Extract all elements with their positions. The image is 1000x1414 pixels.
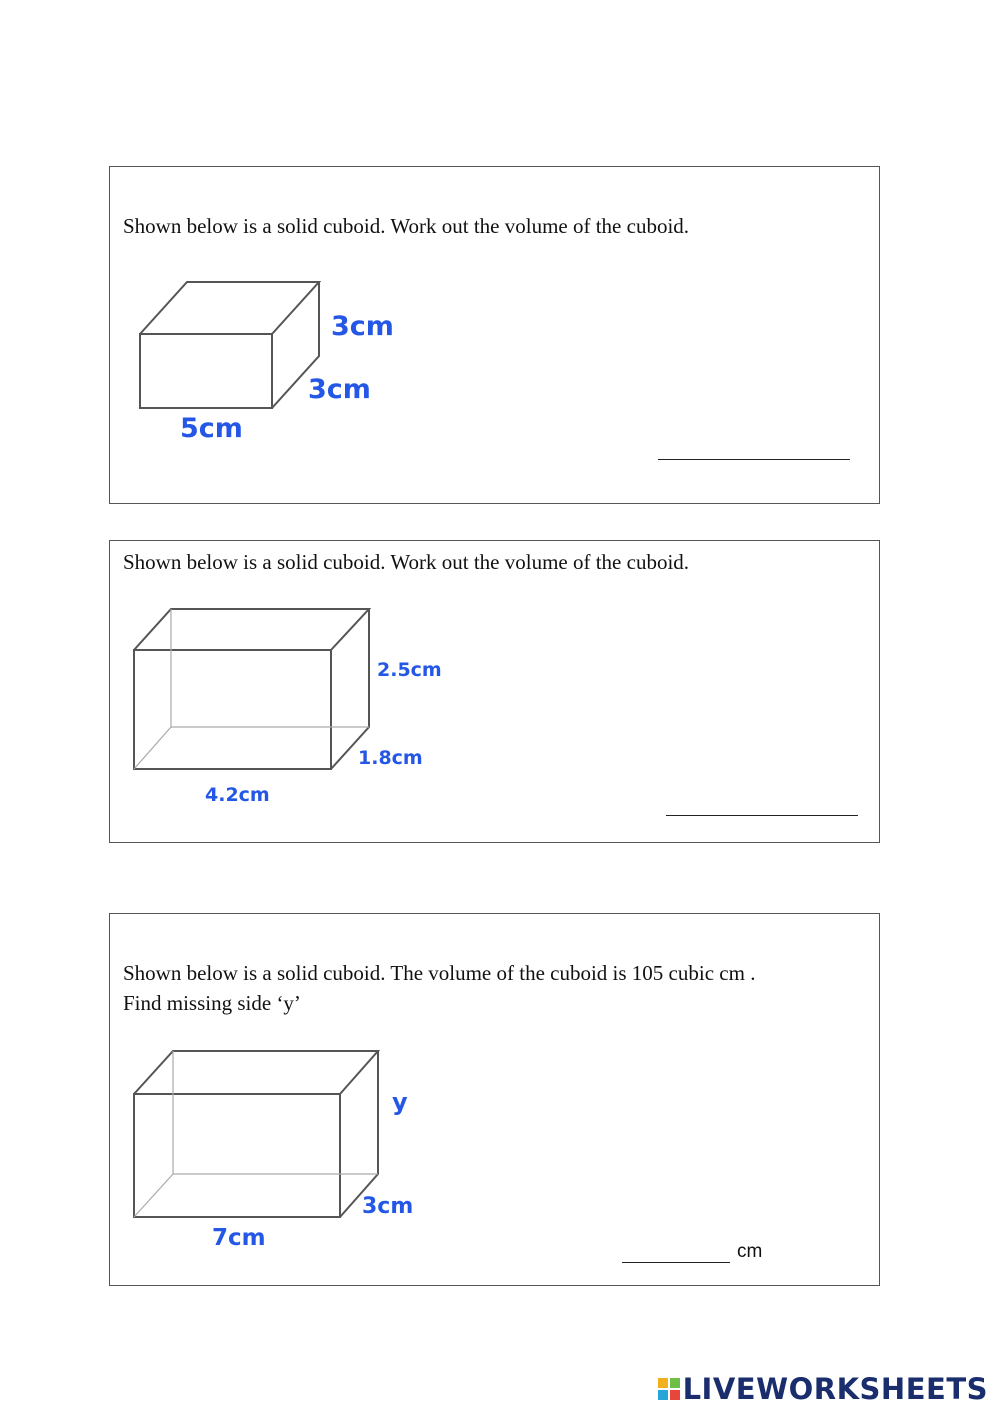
dimension-length-label: 5cm bbox=[180, 413, 243, 444]
question-card-1 bbox=[109, 166, 880, 504]
dimension-height-label: y bbox=[392, 1088, 408, 1116]
dimension-height-label: 3cm bbox=[331, 311, 394, 342]
cuboid-diagram bbox=[130, 272, 330, 412]
liveworksheets-logo bbox=[657, 1372, 988, 1406]
answer-input[interactable] bbox=[666, 793, 858, 816]
liveworksheets-logo-text: LIVEWORKSHEETS bbox=[682, 1372, 988, 1406]
dimension-depth-label: 3cm bbox=[308, 374, 371, 405]
dimension-depth-label: 1.8cm bbox=[358, 747, 423, 769]
cuboid-front-face bbox=[134, 1094, 340, 1217]
question-text: Shown below is a solid cuboid. Work out the volume of the cuboid. bbox=[123, 214, 690, 238]
cuboid-front-face bbox=[134, 650, 331, 769]
dimension-length-label: 7cm bbox=[212, 1225, 266, 1251]
answer-input[interactable] bbox=[658, 437, 850, 460]
cuboid-diagram bbox=[124, 601, 384, 776]
dimension-height-label: 2.5cm bbox=[377, 659, 442, 681]
cuboid-top-face bbox=[134, 609, 369, 650]
dimension-length-label: 4.2cm bbox=[205, 784, 270, 806]
cuboid-side-face bbox=[331, 609, 369, 769]
question-card-3 bbox=[109, 913, 880, 1286]
answer-unit-label: cm bbox=[737, 1241, 763, 1262]
cuboid-top-face bbox=[140, 282, 319, 334]
question-text bbox=[123, 958, 755, 1018]
cuboid-hidden-edges bbox=[134, 1051, 378, 1217]
question-text: Shown below is a solid cuboid. Work out the volume of the cuboid. bbox=[123, 550, 690, 574]
cuboid-top-face bbox=[134, 1051, 378, 1094]
question-card-2 bbox=[109, 540, 880, 843]
liveworksheets-logo-icon bbox=[657, 1377, 681, 1401]
answer-input[interactable] bbox=[622, 1240, 730, 1263]
cuboid-diagram bbox=[124, 1042, 389, 1227]
dimension-depth-label: 3cm bbox=[362, 1194, 414, 1219]
question-text-line-1: Shown below is a solid cuboid. The volume of the cuboid is 105 cubic cm . bbox=[123, 961, 756, 985]
cuboid-side-face bbox=[340, 1051, 378, 1217]
question-text-line-2: Find missing side ‘y’ bbox=[123, 991, 301, 1015]
cuboid-front-face bbox=[140, 334, 272, 408]
cuboid-hidden-edges bbox=[134, 609, 369, 769]
